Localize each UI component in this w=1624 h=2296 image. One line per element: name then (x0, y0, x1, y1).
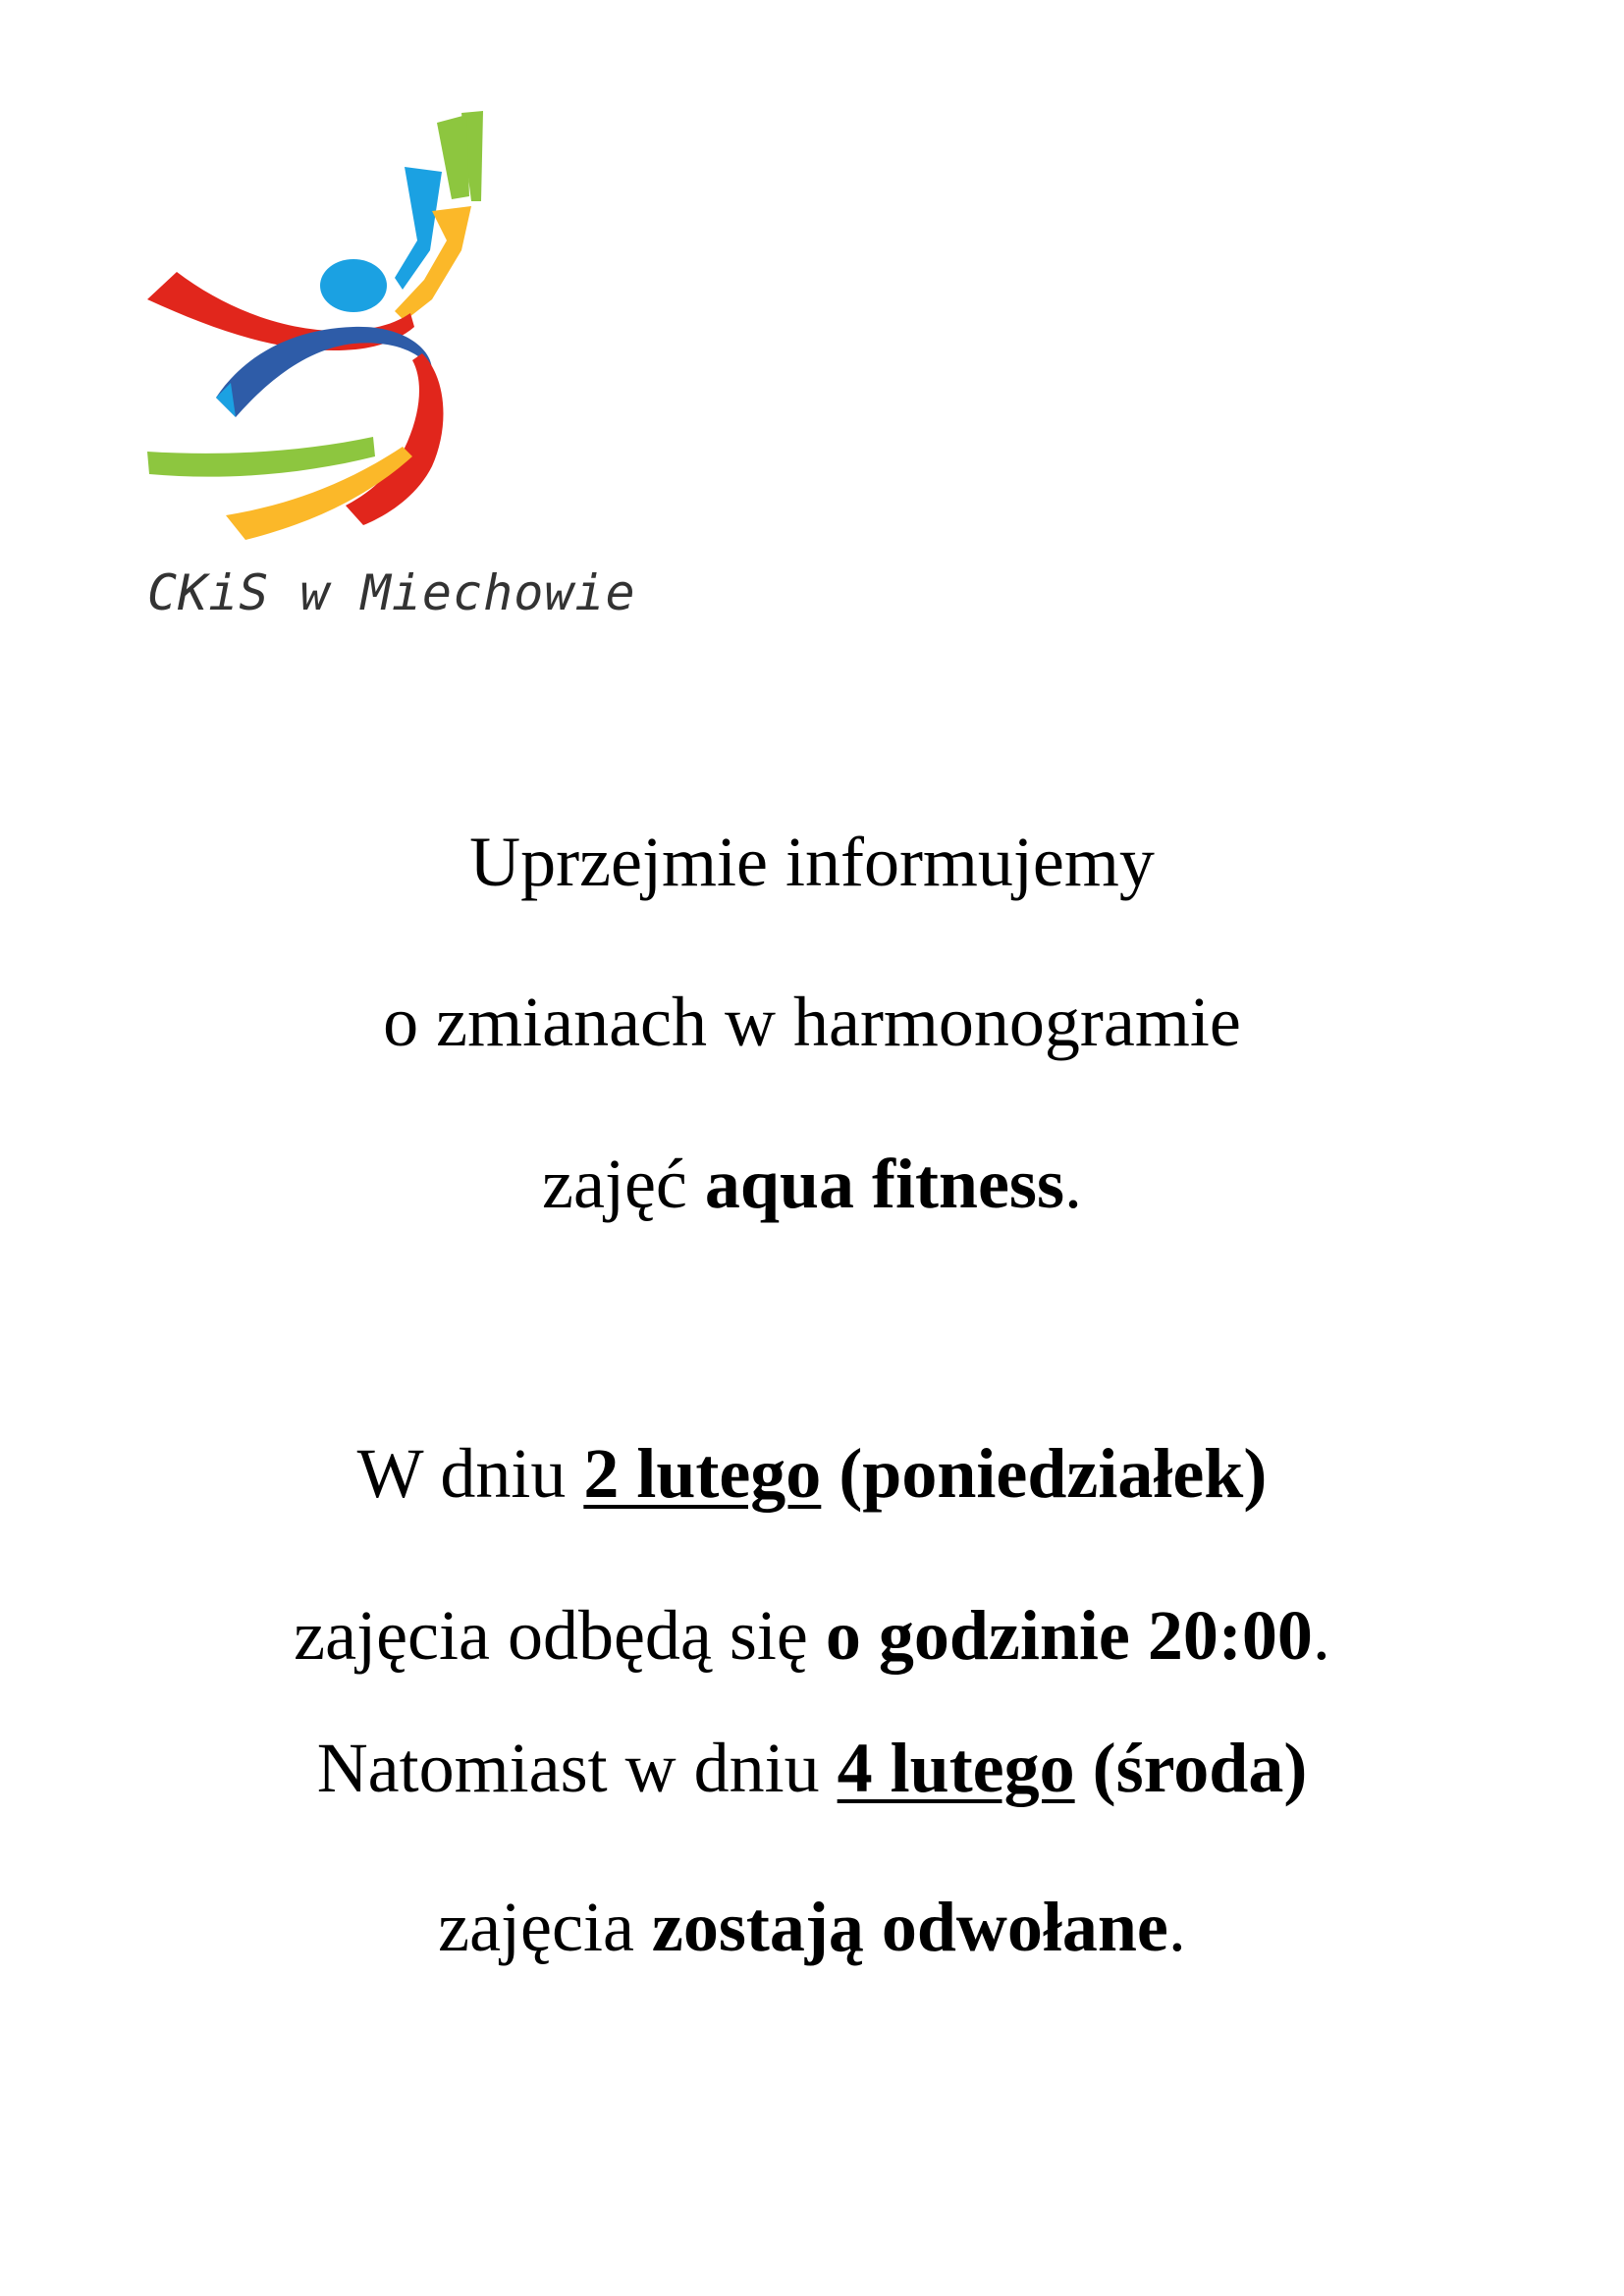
intro-line-3-suffix: . (1063, 1145, 1082, 1223)
change2-line2-suffix: . (1167, 1888, 1186, 1966)
change1-line2-prefix: zajęcia odbędą się (294, 1596, 826, 1675)
change2-prefix: Natomiast w dniu (316, 1729, 838, 1807)
notice-line-2 (0, 983, 1624, 1061)
notice-line-1 (0, 823, 1624, 901)
change1-date: 2 lutego (583, 1434, 822, 1513)
change2-date: 4 lutego (837, 1729, 1075, 1807)
notice-line-6 (0, 1729, 1624, 1807)
change2-status: zostają odwołane (651, 1888, 1168, 1966)
ckis-logo (137, 103, 636, 633)
change2-day: (środa) (1074, 1729, 1308, 1807)
change1-line2-suffix: . (1312, 1596, 1330, 1675)
activity-name: aqua fitness (704, 1145, 1064, 1223)
ckis-logo-figure-icon (137, 103, 560, 555)
change1-prefix: W dniu (356, 1434, 584, 1513)
change1-time: o godzinie 20:00 (825, 1596, 1313, 1675)
notice-line-5 (0, 1596, 1624, 1675)
change2-line2-prefix: zajęcia (438, 1888, 652, 1966)
intro-line-3-prefix: zajęć (542, 1145, 705, 1223)
intro-line-1: Uprzejmie informujemy (469, 823, 1155, 901)
logo-caption: CKiS w Miechowie (147, 564, 636, 621)
intro-line-2: o zmianach w harmonogramie (383, 983, 1241, 1061)
notice-line-4 (0, 1434, 1624, 1513)
change1-day: (poniedziałek) (821, 1434, 1268, 1513)
notice-line-3 (0, 1145, 1624, 1223)
notice-line-7 (0, 1888, 1624, 1966)
